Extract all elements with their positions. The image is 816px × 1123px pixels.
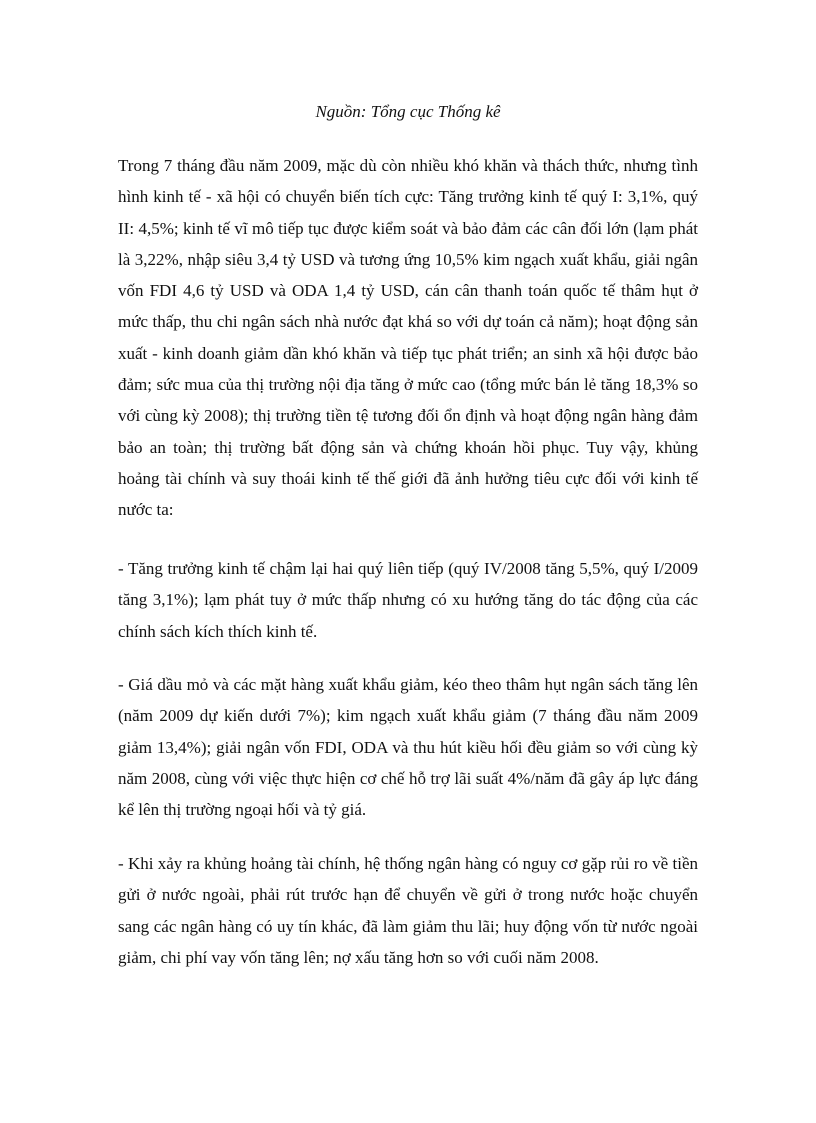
source-caption: Nguồn: Tổng cục Thống kê <box>315 102 501 121</box>
paragraph-growth-slowdown: - Tăng trưởng kinh tế chậm lại hai quý liên tiếp (quý IV/2008 tăng 5,5%, quý I/2009 tăng 3,1%); lạm phát tuy ở mức thấp nhưng có xu hướng tăng do tác động của các chính sách kích thích kinh tế. <box>118 559 698 641</box>
paragraph-overview: Trong 7 tháng đầu năm 2009, mặc dù còn nhiều khó khăn và thách thức, nhưng tình hình kinh tế - xã hội có chuyển biến tích cực: Tăng trưởng kinh tế quý I: 3,1%, quý II: 4,5%; kinh tế vĩ mô tiếp tục được kiểm soát và bảo đảm các cân đối lớn (lạm phát là 3,22%, nhập siêu 3,4 tỷ USD và tương ứng 10,5% kim ngạch xuất khẩu, giải ngân vốn FDI 4,6 tỷ USD và ODA 1,4 tỷ USD, cán cân thanh toán quốc tế thâm hụt ở mức thấp, thu chi ngân sách nhà nước đạt khá so với dự toán cả năm); hoạt động sản xuất - kinh doanh giảm dần khó khăn và tiếp tục phát triển; an sinh xã hội được bảo đảm; sức mua của thị trường nội địa tăng ở mức cao (tổng mức bán lẻ tăng 18,3% so với cùng kỳ 2008); thị trường tiền tệ tương đối ổn định và hoạt động ngân hàng đảm bảo an toàn; thị trường bất động sản và chứng khoán hồi phục. Tuy vậy, khủng hoảng tài chính và suy thoái kinh tế thế giới đã ảnh hưởng tiêu cực đối với kinh tế nước ta: <box>118 156 698 520</box>
paragraph-banking-risk: - Khi xảy ra khủng hoảng tài chính, hệ thống ngân hàng có nguy cơ gặp rủi ro về tiền gửi ở nước ngoài, phải rút trước hạn để chuyển về gửi ở trong nước hoặc chuyển sang các ngân hàng có uy tín khác, đã làm giảm thu lãi; huy động vốn từ nước ngoài giảm, chi phí vay vốn tăng lên; nợ xấu tăng hơn so với cuối năm 2008. <box>118 854 698 967</box>
paragraph-oil-exports: - Giá dầu mỏ và các mặt hàng xuất khẩu giảm, kéo theo thâm hụt ngân sách tăng lên (năm 2009 dự kiến dưới 7%); kim ngạch xuất khẩu giảm (7 tháng đầu năm 2009 giảm 13,4%); giải ngân vốn FDI, ODA và thu hút kiều hối đều giảm so với cùng kỳ năm 2008, cùng với việc thực hiện cơ chế hỗ trợ lãi suất 4%/năm đã gây áp lực đáng kể lên thị trường ngoại hối và tỷ giá. <box>118 675 698 820</box>
